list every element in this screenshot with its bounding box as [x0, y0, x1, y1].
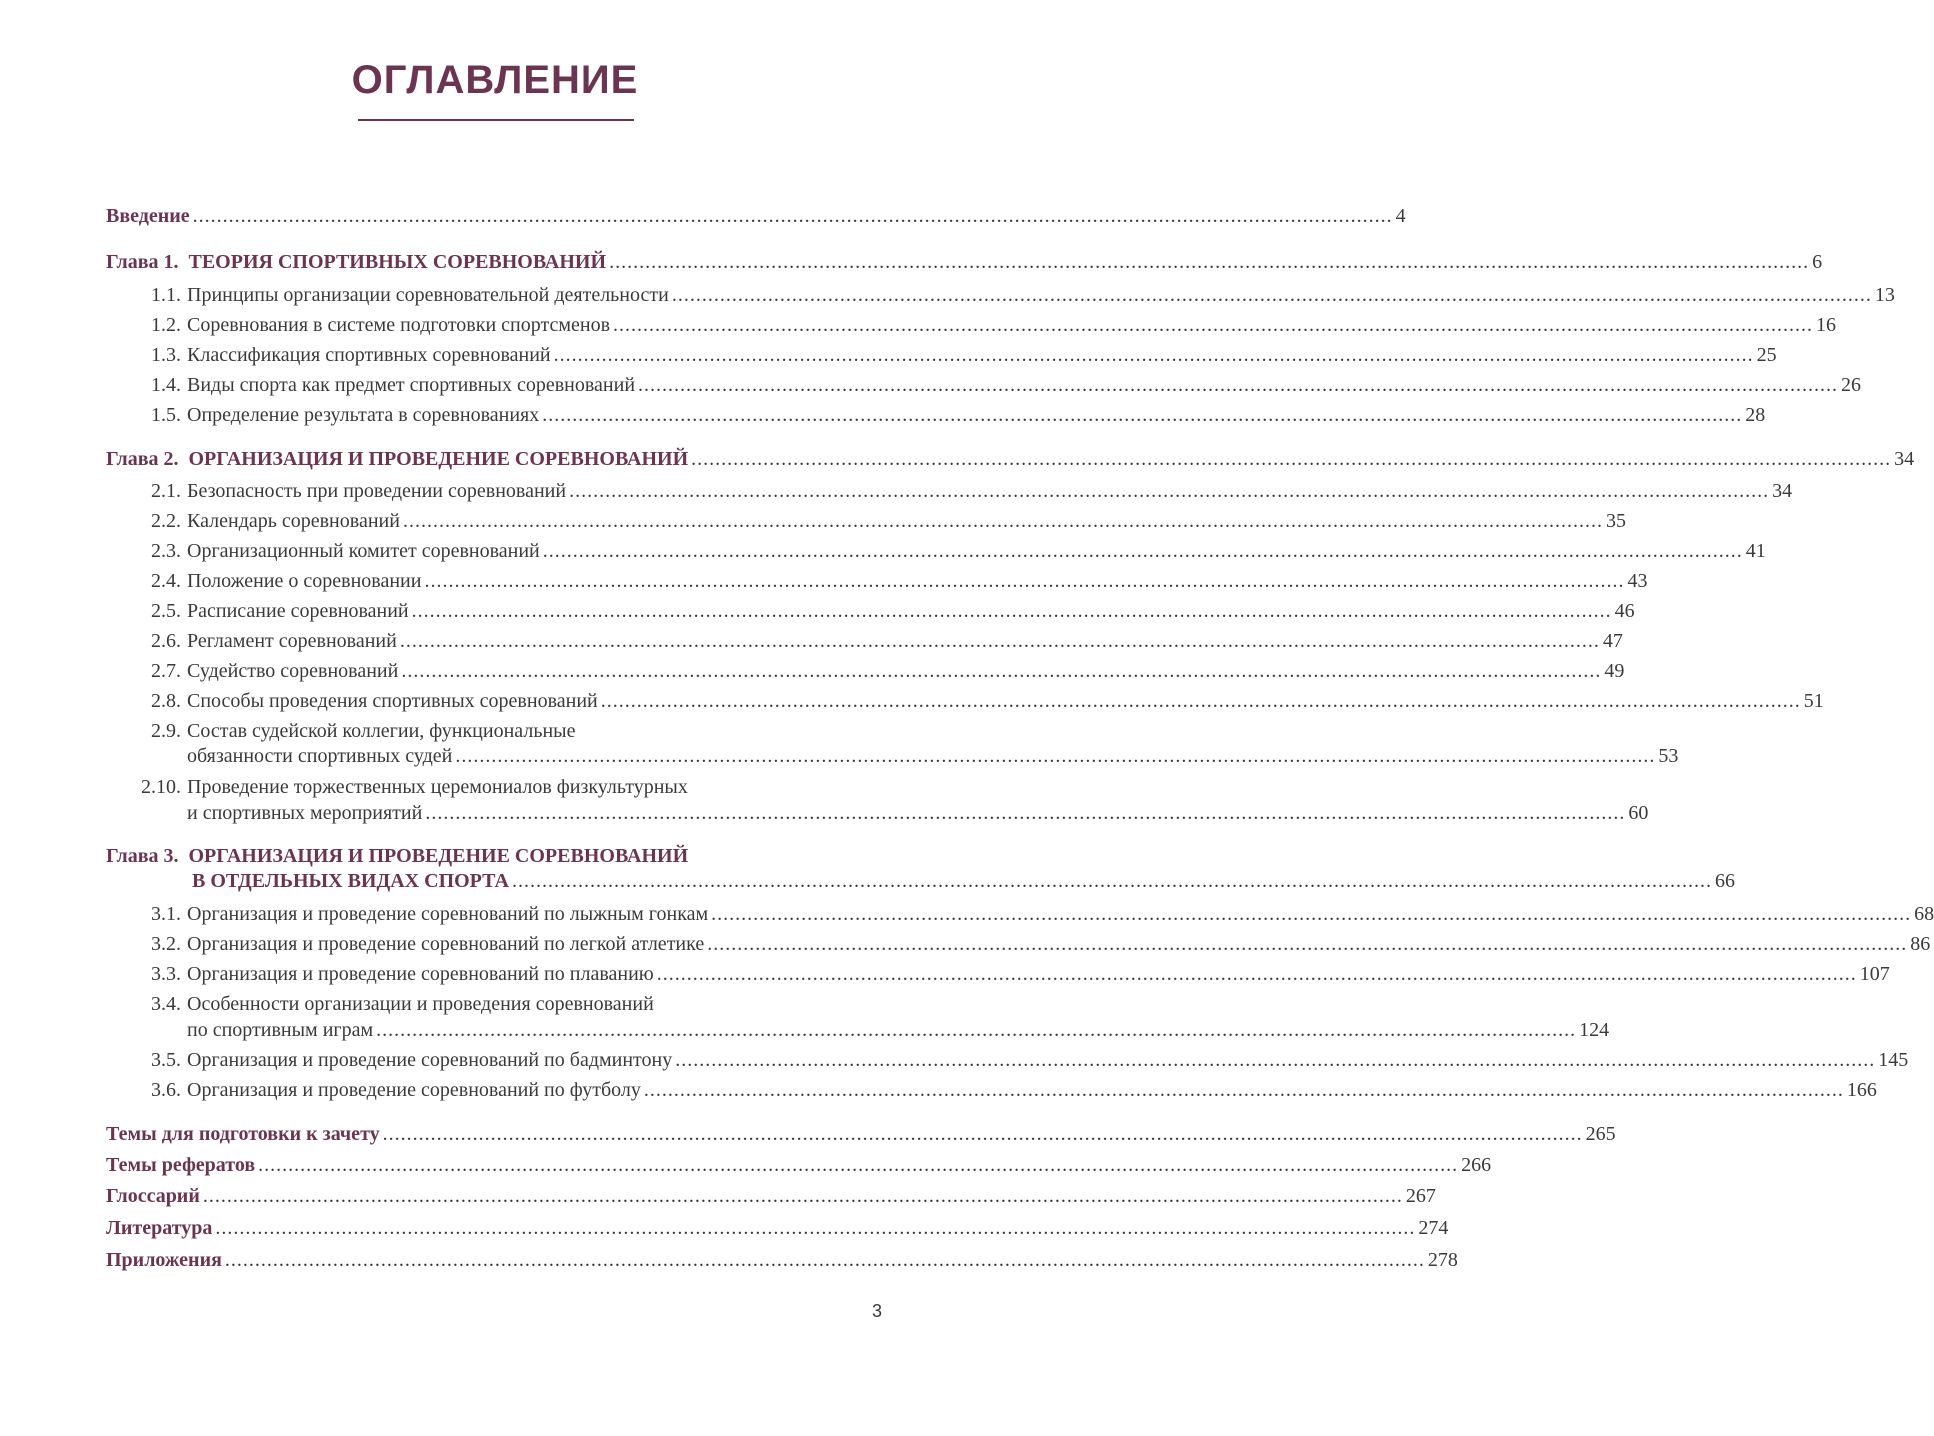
section-number: 2.6. — [151, 630, 181, 652]
entry-page: 107 — [1859, 963, 1890, 985]
leader-dots: ........................................................................................................................................................................................................ — [542, 404, 1743, 426]
entry-page: 267 — [1405, 1185, 1436, 1207]
leader-dots: ........................................................................................................................................................................................................ — [376, 1019, 1577, 1041]
entry-title: Литература — [106, 1217, 213, 1239]
entry-title: Судейство соревнований — [187, 660, 399, 682]
leader-dots: ........................................................................................................................................................................................................ — [707, 933, 1908, 955]
leader-dots: ........................................................................................................................................................................................................ — [656, 963, 1857, 985]
chapter-title: В ОТДЕЛЬНЫХ ВИДАХ СПОРТА — [192, 870, 509, 892]
toc-entry-3-4-line1[interactable] — [0, 990, 654, 1018]
section-number: 3.5. — [151, 1049, 181, 1071]
leader-dots: ........................................................................................................................................................................................................ — [425, 802, 1626, 824]
entry-title: Особенности организации и проведения соревнований — [187, 993, 654, 1015]
leader-dots: ........................................................................................................................................................................................................ — [691, 448, 1892, 470]
entry-page: 145 — [1878, 1049, 1909, 1071]
entry-title: Расписание соревнований — [187, 600, 409, 622]
entry-page: 266 — [1461, 1154, 1492, 1176]
toc-chapter-1[interactable] — [0, 248, 1823, 276]
section-number: 2.2. — [151, 510, 181, 532]
chapter-number: Глава 1. — [106, 251, 179, 273]
chapter-title: ОРГАНИЗАЦИЯ И ПРОВЕДЕНИЕ СОРЕВНОВАНИЙ — [188, 448, 689, 470]
leader-dots: ........................................................................................................................................................................................................ — [399, 630, 1600, 652]
entry-page: 166 — [1846, 1079, 1877, 1101]
entry-page: 124 — [1579, 1019, 1610, 1041]
leader-dots: ........................................................................................................................................................................................................ — [609, 251, 1810, 273]
toc-entry-2-2[interactable] — [0, 507, 1626, 535]
entry-page: 60 — [1628, 802, 1649, 824]
leader-dots: ........................................................................................................................................................................................................ — [258, 1154, 1459, 1176]
entry-title: Календарь соревнований — [187, 510, 400, 532]
section-number: 2.1. — [151, 480, 181, 502]
toc-entry-literature[interactable] — [0, 1214, 1449, 1242]
toc-entry-1-2[interactable] — [0, 311, 1837, 339]
chapter-number: Глава 2. — [106, 448, 179, 470]
toc-chapter-3-line1[interactable] — [106, 842, 688, 870]
entry-page: 35 — [1605, 510, 1626, 532]
entry-title: обязанности спортивных судей — [187, 745, 453, 767]
toc-entry-2-10-line2[interactable] — [0, 799, 1649, 827]
entry-title: Принципы организации соревновательной деятельности — [187, 284, 669, 306]
section-number: 2.8. — [151, 690, 181, 712]
entry-page: 66 — [1714, 870, 1735, 892]
entry-page: 41 — [1745, 540, 1766, 562]
section-number: 3.3. — [151, 963, 181, 985]
entry-title: Организация и проведение соревнований по лыжным гонкам — [187, 903, 709, 925]
entry-page: 6 — [1812, 251, 1823, 273]
entry-title: Классификация спортивных соревнований — [187, 344, 551, 366]
toc-entry-3-5[interactable] — [0, 1046, 1909, 1074]
toc-chapter-3-line2[interactable] — [0, 867, 1735, 895]
toc-entry-1-5[interactable] — [0, 401, 1766, 429]
toc-entry-1-3[interactable] — [0, 341, 1777, 369]
section-number: 3.6. — [151, 1079, 181, 1101]
entry-title: Виды спорта как предмет спортивных соревнований — [187, 374, 636, 396]
section-number: 2.9. — [151, 720, 181, 742]
entry-page: 25 — [1756, 344, 1777, 366]
toc-entry-1-4[interactable] — [0, 371, 1862, 399]
toc-entry-2-6[interactable] — [0, 627, 1623, 655]
entry-page: 265 — [1585, 1123, 1616, 1145]
toc-entry-essay-topics[interactable] — [0, 1151, 1492, 1179]
leader-dots: ........................................................................................................................................................................................................ — [671, 284, 1872, 306]
leader-dots: ........................................................................................................................................................................................................ — [638, 374, 1839, 396]
entry-title: Безопасность при проведении соревнований — [187, 480, 567, 502]
leader-dots: ........................................................................................................................................................................................................ — [553, 344, 1754, 366]
entry-page: 13 — [1874, 284, 1895, 306]
section-number: 2.3. — [151, 540, 181, 562]
toc-entry-3-4-line2[interactable] — [0, 1016, 1610, 1044]
entry-title: Организация и проведение соревнований по легкой атлетике — [187, 933, 705, 955]
section-number: 1.5. — [151, 404, 181, 426]
entry-page: 4 — [1395, 205, 1406, 227]
entry-title: Приложения — [106, 1249, 222, 1271]
toc-entry-intro[interactable] — [0, 202, 1406, 230]
toc-entry-2-9-line1[interactable] — [0, 717, 575, 745]
chapter-number: Глава 3. — [106, 845, 179, 867]
leader-dots: ........................................................................................................................................................................................................ — [215, 1217, 1416, 1239]
toc-entry-2-8[interactable] — [0, 687, 1824, 715]
toc-entry-2-3[interactable] — [0, 537, 1766, 565]
section-number: 3.2. — [151, 933, 181, 955]
entry-page: 68 — [1914, 903, 1934, 925]
leader-dots: ........................................................................................................................................................................................................ — [455, 745, 1656, 767]
leader-dots: ........................................................................................................................................................................................................ — [600, 690, 1801, 712]
entry-title: Организация и проведение соревнований по футболу — [187, 1079, 641, 1101]
entry-title: Организация и проведение соревнований по плаванию — [187, 963, 654, 985]
section-number: 2.7. — [151, 660, 181, 682]
toc-entry-3-1[interactable] — [0, 900, 1934, 928]
section-number: 1.4. — [151, 374, 181, 396]
leader-dots: ........................................................................................................................................................................................................ — [382, 1123, 1583, 1145]
entry-page: 86 — [1910, 933, 1931, 955]
leader-dots: ........................................................................................................................................................................................................ — [542, 540, 1743, 562]
toc-entry-1-1[interactable] — [0, 281, 1895, 309]
entry-page: 16 — [1816, 314, 1837, 336]
section-number: 2.4. — [151, 570, 181, 592]
entry-title: по спортивным играм — [187, 1019, 374, 1041]
page-title: ОГЛАВЛЕНИЕ — [351, 58, 639, 102]
leader-dots: ........................................................................................................................................................................................................ — [569, 480, 1770, 502]
leader-dots: ........................................................................................................................................................................................................ — [643, 1079, 1844, 1101]
toc-entry-2-9-line2[interactable] — [0, 742, 1679, 770]
entry-title: Регламент соревнований — [187, 630, 397, 652]
toc-entry-3-6[interactable] — [0, 1076, 1877, 1104]
entry-title: Определение результата в соревнованиях — [187, 404, 540, 426]
leader-dots: ........................................................................................................................................................................................................ — [411, 600, 1612, 622]
leader-dots: ........................................................................................................................................................................................................ — [711, 903, 1912, 925]
page-number: 3 — [871, 1301, 882, 1321]
chapter-title: ОРГАНИЗАЦИЯ И ПРОВЕДЕНИЕ СОРЕВНОВАНИЙ — [188, 845, 689, 867]
entry-title: и спортивных мероприятий — [187, 802, 423, 824]
leader-dots: ........................................................................................................................................................................................................ — [401, 660, 1602, 682]
entry-page: 274 — [1418, 1217, 1449, 1239]
entry-page: 53 — [1658, 745, 1679, 767]
leader-dots: ........................................................................................................................................................................................................ — [192, 205, 1393, 227]
section-number: 1.2. — [151, 314, 181, 336]
leader-dots: ........................................................................................................................................................................................................ — [613, 314, 1814, 336]
entry-title: Соревнования в системе подготовки спортсменов — [187, 314, 611, 336]
toc-entry-2-1[interactable] — [0, 477, 1793, 505]
toc-entry-2-10-line1[interactable] — [0, 773, 688, 801]
toc-entry-2-5[interactable] — [0, 597, 1635, 625]
entry-page: 47 — [1602, 630, 1623, 652]
entry-title: Положение о соревновании — [187, 570, 422, 592]
entry-page: 28 — [1745, 404, 1766, 426]
entry-page: 51 — [1803, 690, 1824, 712]
entry-title: Проведение торжественных церемониалов физкультурных — [187, 776, 688, 798]
toc-entry-glossary[interactable] — [0, 1182, 1436, 1210]
chapter-title: ТЕОРИЯ СПОРТИВНЫХ СОРЕВНОВАНИЙ — [188, 251, 607, 273]
toc-chapter-2[interactable] — [0, 445, 1915, 473]
toc-entry-3-2[interactable] — [0, 930, 1931, 958]
section-number: 1.1. — [151, 284, 181, 306]
section-number: 2.5. — [151, 600, 181, 622]
leader-dots: ........................................................................................................................................................................................................ — [202, 1185, 1403, 1207]
section-number: 1.3. — [151, 344, 181, 366]
toc-entry-2-7[interactable] — [0, 657, 1625, 685]
entry-page: 34 — [1894, 448, 1915, 470]
entry-title: Темы для подготовки к зачету — [106, 1123, 380, 1145]
leader-dots: ........................................................................................................................................................................................................ — [675, 1049, 1876, 1071]
entry-page: 46 — [1614, 600, 1635, 622]
toc-entry-2-4[interactable] — [0, 567, 1648, 595]
leader-dots: ........................................................................................................................................................................................................ — [402, 510, 1603, 532]
entry-title: Глоссарий — [106, 1185, 200, 1207]
toc-entry-exam-topics[interactable] — [0, 1120, 1616, 1148]
entry-title: Состав судейской коллегии, функциональные — [187, 720, 576, 742]
entry-title: Способы проведения спортивных соревнований — [187, 690, 598, 712]
leader-dots: ........................................................................................................................................................................................................ — [224, 1249, 1425, 1271]
entry-title: Темы рефератов — [106, 1154, 256, 1176]
section-number: 3.1. — [151, 903, 181, 925]
entry-title: Организационный комитет соревнований — [187, 540, 540, 562]
section-number: 2.10. — [141, 776, 181, 798]
entry-title: Введение — [106, 205, 190, 227]
entry-page: 34 — [1772, 480, 1793, 502]
entry-page: 43 — [1627, 570, 1648, 592]
leader-dots: ........................................................................................................................................................................................................ — [424, 570, 1625, 592]
entry-page: 49 — [1604, 660, 1625, 682]
entry-page: 278 — [1427, 1249, 1458, 1271]
toc-entry-3-3[interactable] — [0, 960, 1890, 988]
toc-entry-appendices[interactable] — [0, 1246, 1458, 1274]
leader-dots: ........................................................................................................................................................................................................ — [511, 870, 1712, 892]
entry-title: Организация и проведение соревнований по бадминтону — [187, 1049, 673, 1071]
entry-page: 26 — [1841, 374, 1862, 396]
section-number: 3.4. — [151, 993, 181, 1015]
